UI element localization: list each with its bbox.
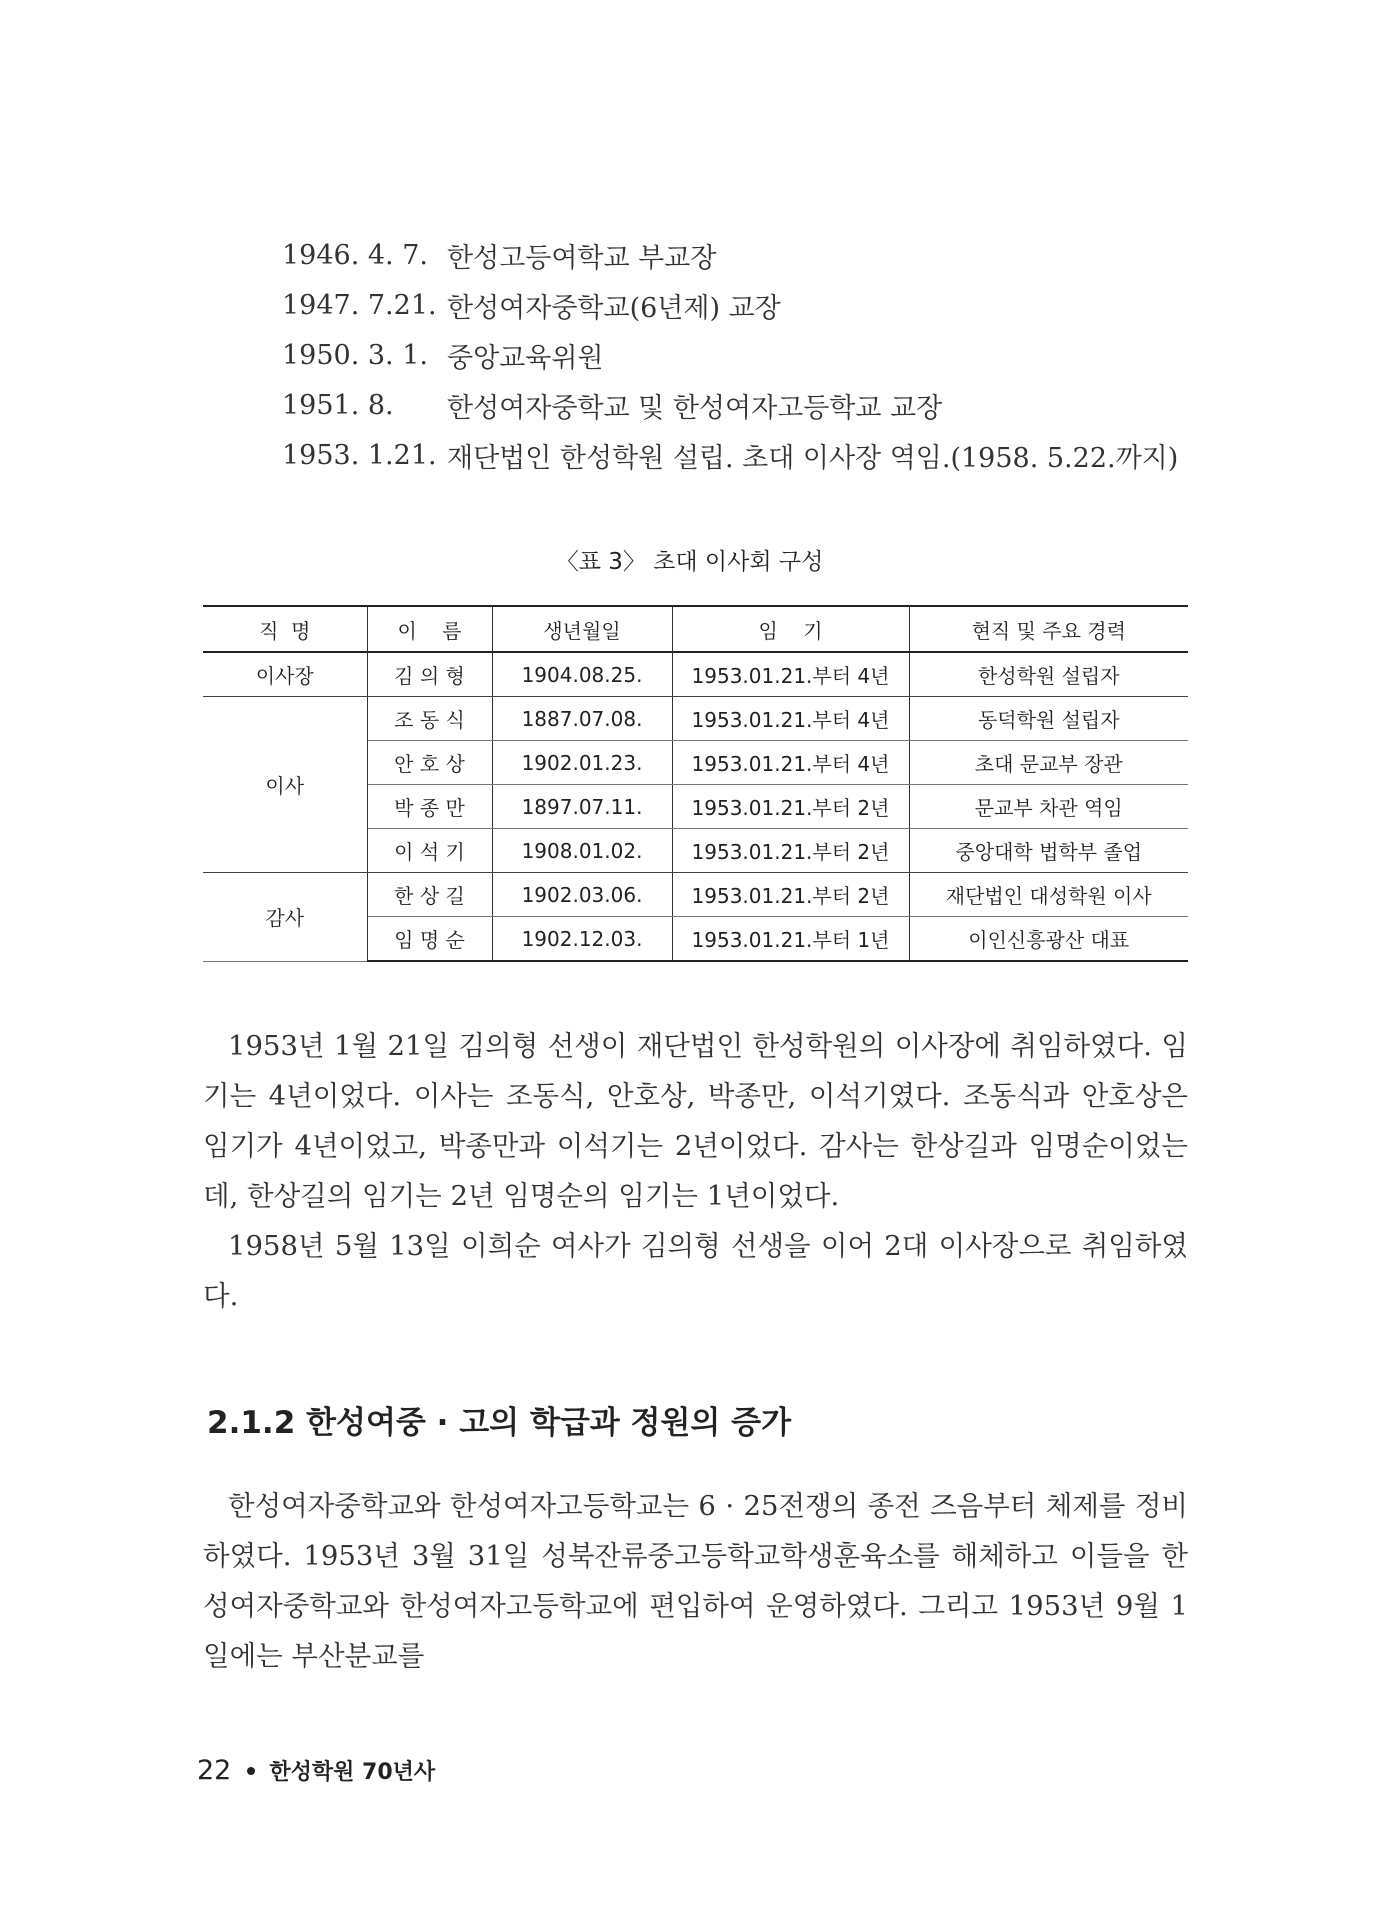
career-cell: 재단법인 대성학원 이사 xyxy=(909,873,1188,917)
term-cell: 1953.01.21.부터 4년 xyxy=(672,741,909,785)
header-birthdate: 생년월일 xyxy=(492,606,672,652)
name-cell: 이 석 기 xyxy=(367,829,492,873)
timeline-date: 1947. 7.21. xyxy=(282,289,437,321)
timeline-date: 1951. 8. xyxy=(282,389,394,421)
table-caption: 〈표 3〉 초대 이사회 구성 xyxy=(555,549,824,575)
term-cell: 1953.01.21.부터 2년 xyxy=(672,785,909,829)
timeline-text: 재단법인 한성학원 설립. 초대 이사장 역임.(1958. 5.22.까지) xyxy=(447,442,1179,474)
timeline-date: 1950. 3. 1. xyxy=(282,339,428,371)
term-cell: 1953.01.21.부터 1년 xyxy=(672,917,909,962)
birth-cell: 1897.07.11. xyxy=(492,785,672,829)
paragraph: 1953년 1월 21일 김의형 선생이 재단법인 한성학원의 이사장에 취임하였다. 임기는 4년이었다. 이사는 조동식, 안호상, 박종만, 이석기였다. 조동식과 안호상은 임기가 4년이었고, 박종만과 이석기는 2년이었다. 감사는 한상길과 임명순이었는데, 한상길의 임기는 2년 임명순의 임기는 1년이었다. xyxy=(203,1030,1188,1212)
header-position: 직 명 xyxy=(203,606,367,652)
board-members-table xyxy=(203,605,1188,962)
position-cell: 이사 xyxy=(203,697,367,873)
paragraph: 한성여자중학교와 한성여자고등학교는 6 · 25전쟁의 종전 즈음부터 체제를 정비하였다. 1953년 3월 31일 성북잔류중고등학교학생훈육소를 해체하고 이들을 한성여자중학교와 한성여자고등학교에 편입하여 운영하였다. 그리고 1953년 9월 1일에는 부산분교를 xyxy=(203,1490,1188,1672)
birth-cell: 1904.08.25. xyxy=(492,652,672,697)
timeline-entry xyxy=(282,380,1182,430)
term-cell: 1953.01.21.부터 2년 xyxy=(672,829,909,873)
name-cell: 한 상 길 xyxy=(367,873,492,917)
table-row xyxy=(203,652,1188,697)
career-cell: 문교부 차관 역임 xyxy=(909,785,1188,829)
page-number: 22 xyxy=(197,1755,232,1786)
position-cell: 이사장 xyxy=(203,652,367,697)
career-timeline xyxy=(282,230,1182,480)
term-cell: 1953.01.21.부터 2년 xyxy=(672,873,909,917)
name-cell: 임 명 순 xyxy=(367,917,492,962)
body-text-board xyxy=(203,1021,1188,1321)
birth-cell: 1902.01.23. xyxy=(492,741,672,785)
career-cell: 중앙대학 법학부 졸업 xyxy=(909,829,1188,873)
paragraph: 1958년 5월 13일 이희순 여사가 김의형 선생을 이어 2대 이사장으로 취임하였다. xyxy=(203,1230,1188,1312)
page-footer xyxy=(197,1755,435,1786)
career-cell: 한성학원 설립자 xyxy=(909,652,1188,697)
table-row xyxy=(203,697,1188,741)
header-name: 이 름 xyxy=(367,606,492,652)
career-cell: 동덕학원 설립자 xyxy=(909,697,1188,741)
timeline-text: 중앙교육위원 xyxy=(447,342,604,374)
timeline-entry xyxy=(282,280,1182,330)
birth-cell: 1902.03.06. xyxy=(492,873,672,917)
career-cell: 초대 문교부 장관 xyxy=(909,741,1188,785)
section-heading: 2.1.2 한성여중 · 고의 학급과 정원의 증가 xyxy=(207,1405,792,1441)
name-cell: 조 동 식 xyxy=(367,697,492,741)
timeline-text: 한성여자중학교 및 한성여자고등학교 교장 xyxy=(447,392,943,424)
timeline-entry xyxy=(282,330,1182,380)
timeline-text: 한성여자중학교(6년제) 교장 xyxy=(447,292,781,324)
bullet-icon xyxy=(247,1767,255,1775)
timeline-entry xyxy=(282,430,1182,480)
table-header-row xyxy=(203,606,1188,652)
position-cell: 감사 xyxy=(203,873,367,962)
header-career: 현직 및 주요 경력 xyxy=(909,606,1188,652)
birth-cell: 1902.12.03. xyxy=(492,917,672,962)
birth-cell: 1887.07.08. xyxy=(492,697,672,741)
term-cell: 1953.01.21.부터 4년 xyxy=(672,652,909,697)
career-cell: 이인신흥광산 대표 xyxy=(909,917,1188,962)
name-cell: 박 종 만 xyxy=(367,785,492,829)
timeline-date: 1953. 1.21. xyxy=(282,439,437,471)
term-cell: 1953.01.21.부터 4년 xyxy=(672,697,909,741)
timeline-date: 1946. 4. 7. xyxy=(282,239,428,271)
timeline-text: 한성고등여학교 부교장 xyxy=(447,242,717,274)
body-text-section xyxy=(203,1481,1188,1681)
birth-cell: 1908.01.02. xyxy=(492,829,672,873)
name-cell: 안 호 상 xyxy=(367,741,492,785)
table-row xyxy=(203,873,1188,917)
name-cell: 김 의 형 xyxy=(367,652,492,697)
header-term: 임 기 xyxy=(672,606,909,652)
book-title: 한성학원 70년사 xyxy=(269,1760,436,1785)
timeline-entry xyxy=(282,230,1182,280)
